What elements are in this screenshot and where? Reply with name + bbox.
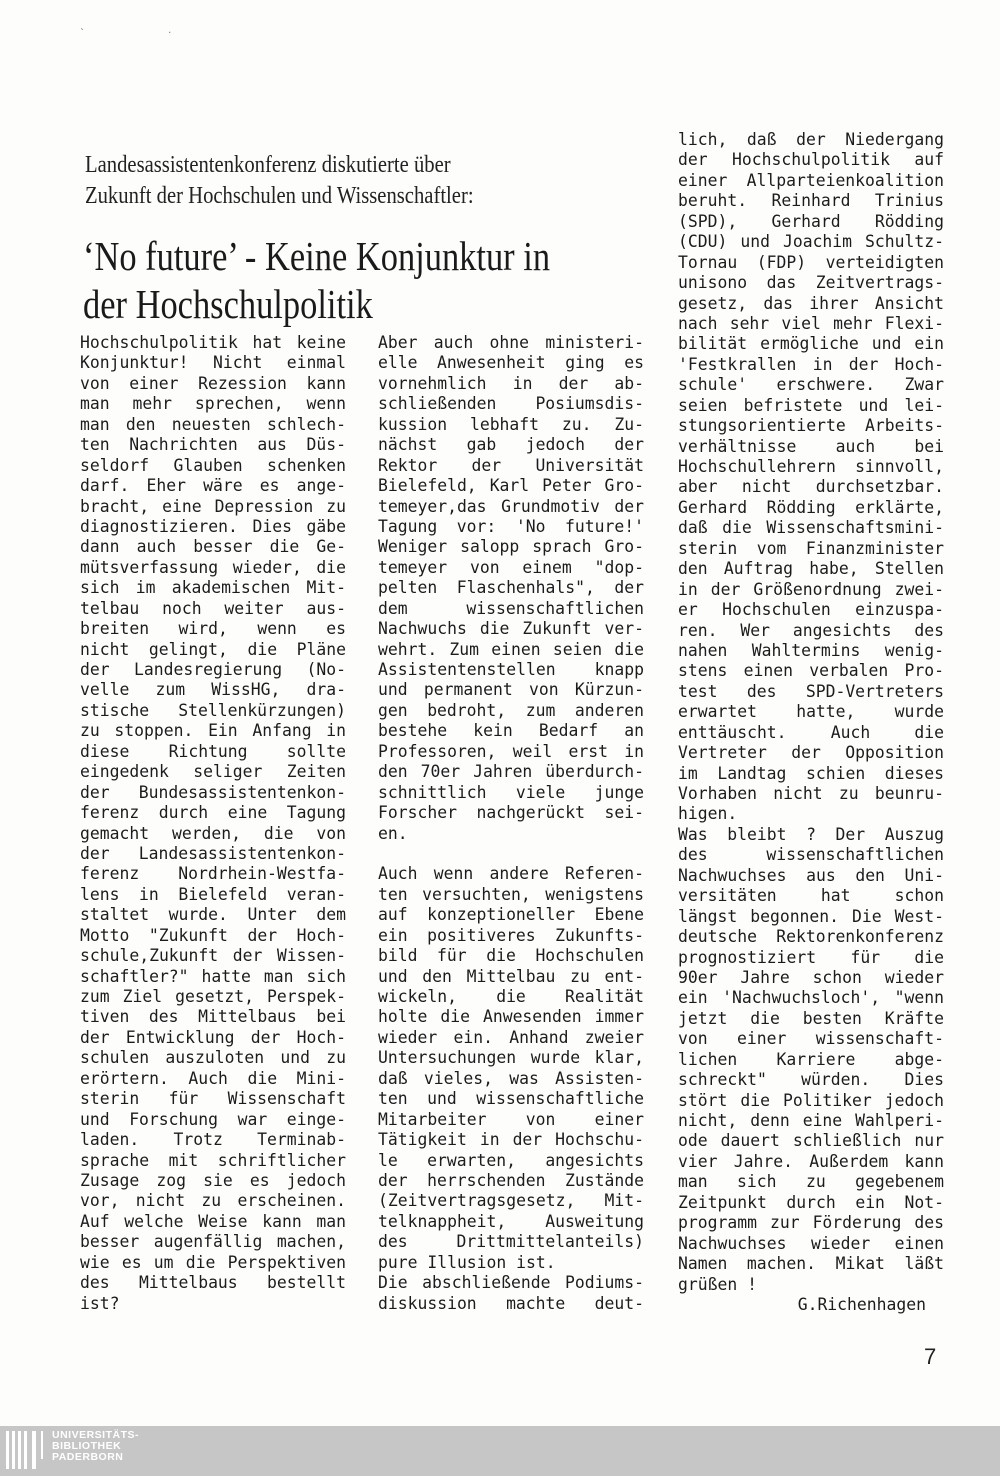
text-line: schreckt" würden. Dies <box>678 1070 944 1090</box>
text-line: und den Mittelbau zu ent- <box>378 966 644 986</box>
text-line: seien befristete und lei- <box>678 395 944 415</box>
text-line: Tagung vor: 'No future!' <box>378 516 644 536</box>
scan-marks: ` · <box>80 28 212 39</box>
text-line: daß vieles, was Assisten- <box>378 1068 644 1088</box>
text-line: programm zur Förderung des <box>678 1213 944 1233</box>
headline-line-1: ‘No future’ - Keine Konjunktur in <box>83 233 551 279</box>
text-line: des Mittelbaus bestellt <box>80 1273 346 1293</box>
text-line: telbau noch weiter aus- <box>80 598 346 618</box>
text-line: darf. Eher wäre es ange- <box>80 476 346 496</box>
text-line: tiven des Mittelbaus bei <box>80 1007 346 1027</box>
text-line: Forscher nachgerückt sei- <box>378 803 644 823</box>
text-line: im Landtag schien dieses <box>678 763 944 783</box>
text-line: Vorhaben nicht zu beunru- <box>678 784 944 803</box>
text-line: man mehr sprechen, wenn <box>80 394 346 414</box>
text-column-3 <box>678 130 944 1315</box>
text-line: von einer Rezession kann <box>80 373 346 393</box>
text-line: der Bundesassistentenkon- <box>80 782 346 802</box>
text-line: auf konzeptioneller Ebene <box>378 905 644 925</box>
text-line: Die abschließende Podiums- <box>378 1273 644 1293</box>
text-line: stische Stellenkürzungen) <box>80 700 346 720</box>
text-line: ist? <box>80 1293 120 1313</box>
text-line: pure Illusion ist. <box>378 1252 556 1272</box>
text-line: der Hochschulpolitik auf <box>678 150 944 170</box>
text-line: 'Festkrallen in der Hoch- <box>678 354 944 374</box>
text-line: den 70er Jahren überdurch- <box>378 762 644 782</box>
text-line: Assistentenstellen knapp <box>378 660 644 679</box>
logo-line-2: BIBLIOTHEK <box>52 1440 122 1452</box>
text-line: Motto "Zukunft der Hoch- <box>80 925 346 945</box>
kicker-line-2: Zukunft der Hochschulen und Wissenschaftler: <box>85 183 474 209</box>
text-line: der Landesassistentenkon- <box>80 843 346 863</box>
text-line: kussion lebhaft zu. Zu- <box>378 414 644 434</box>
text-line: Namen machen. Mikat läßt <box>678 1254 944 1274</box>
library-logo-text <box>52 1430 139 1463</box>
text-line: ein 'Nachwuchsloch', "wenn <box>678 988 944 1008</box>
text-line: stens einen verbalen Pro- <box>678 661 944 681</box>
text-line: schnittlich viele junge <box>378 782 644 802</box>
text-line: Zeitpunkt durch ein Not- <box>678 1192 944 1212</box>
text-line: schließenden Posiumsdis- <box>378 394 644 414</box>
text-line: le erwarten, angesichts <box>378 1150 644 1170</box>
article-headline <box>83 232 553 328</box>
page-number: 7 <box>924 1344 937 1369</box>
text-line: gesetz, das ihrer Ansicht <box>678 293 944 313</box>
text-line: Nachwuchses wieder einen <box>678 1233 944 1253</box>
text-line: 90er Jahre schon wieder <box>678 967 944 987</box>
text-line: Vertreter der Opposition <box>678 743 944 763</box>
text-line: temeyer von einem "dop- <box>378 557 644 577</box>
text-line: längst begonnen. Die West- <box>678 906 944 926</box>
text-line: higen. <box>678 804 738 824</box>
text-line: Professoren, weil erst in <box>378 741 644 761</box>
text-line: nahen Wahltermins wenig- <box>678 640 944 660</box>
text-line: man den neuesten schlech- <box>80 414 346 434</box>
text-line: staltet wurde. Unter dem <box>80 905 346 925</box>
text-line: bracht, eine Depression zu <box>80 496 346 516</box>
text-line: aber nicht durchsetzbar. <box>678 477 944 497</box>
text-line: gemacht werden, die von <box>80 823 346 843</box>
text-line: vor, nicht zu erscheinen. <box>80 1191 346 1211</box>
text-line: test des SPD-Vertreters <box>678 681 944 701</box>
text-line: seldorf Glauben schenken <box>80 455 346 475</box>
text-line: stört die Politiker jedoch <box>678 1090 944 1110</box>
text-line: Mitarbeiter von einer <box>378 1109 644 1129</box>
text-line: daß die Wissenschaftsmini- <box>678 518 944 538</box>
text-line: Nachwuchses aus den Uni- <box>678 865 944 885</box>
text-line: der Entwicklung der Hoch- <box>80 1027 346 1047</box>
library-logo-icon <box>4 1431 44 1469</box>
text-line: nicht gelingt, die Pläne <box>80 639 346 659</box>
text-line: sprache mit schriftlicher <box>80 1150 346 1170</box>
text-line: der Landesregierung (No- <box>80 660 346 679</box>
headline-line-2: der Hochschulpolitik <box>83 281 373 327</box>
text-line: wie es um die Perspektiven <box>80 1252 346 1272</box>
text-line: von einer wissenschaft- <box>678 1029 944 1049</box>
text-line: den Auftrag habe, Stellen <box>678 559 944 579</box>
text-line: vornehmlich in der ab- <box>378 373 644 393</box>
text-line: Auf welche Weise kann man <box>80 1211 346 1231</box>
text-line: dem wissenschaftlichen <box>378 598 644 618</box>
text-line: Untersuchungen wurde klar, <box>378 1048 644 1068</box>
text-line: Was bleibt ? Der Auszug <box>678 824 944 844</box>
text-line: enttäuscht. Auch die <box>678 722 944 742</box>
text-line: Tornau (FDP) verteidigten <box>678 252 944 272</box>
text-line: sterin vom Finanzminister <box>678 538 944 558</box>
text-line: wickeln, die Realität <box>378 987 644 1006</box>
text-line <box>378 844 644 864</box>
text-line: besser augenfällig machen, <box>80 1232 346 1252</box>
text-line: (SPD), Gerhard Rödding <box>678 211 944 231</box>
library-footer-bar <box>0 1426 1000 1476</box>
text-line: schulen auszuloten und zu <box>80 1048 346 1068</box>
text-line: Auch wenn andere Referen- <box>378 864 644 884</box>
text-line: bestehe kein Bedarf an <box>378 721 644 741</box>
text-line: dann auch besser die Ge- <box>80 537 346 557</box>
text-line: grüßen ! <box>678 1274 757 1294</box>
text-line: beruht. Reinhard Trinius <box>678 191 944 211</box>
text-line: velle zum WissHG, dra- <box>80 680 346 700</box>
text-line: einer Allparteienkoalition <box>678 170 944 190</box>
text-line: elle Anwesenheit ging es <box>378 353 644 373</box>
text-line: er Hochschulen einzuspa- <box>678 600 944 620</box>
text-line: lichen Karriere abge- <box>678 1049 944 1069</box>
text-line: zum Ziel gesetzt, Perspek- <box>80 987 346 1006</box>
text-line: Bielefeld, Karl Peter Gro- <box>378 476 644 496</box>
text-line: nach sehr viel mehr Flexi- <box>678 313 944 333</box>
text-line: versitäten hat schon <box>678 886 944 906</box>
text-line: wieder ein. Anhand zweier <box>378 1027 644 1047</box>
kicker <box>85 150 567 212</box>
text-line: schule' erschwere. Zwar <box>678 375 944 395</box>
text-line: nächst gab jedoch der <box>378 435 644 455</box>
text-line: in der Größenordnung zwei- <box>678 579 944 599</box>
text-line: ein positiveres Zukunfts- <box>378 925 644 945</box>
text-line: holte die Anwesenden immer <box>378 1007 644 1027</box>
text-line: des wissenschaftlichen <box>678 845 944 865</box>
text-line: Gerhard Rödding erklärte, <box>678 497 944 517</box>
text-line: Konjunktur! Nicht einmal <box>80 353 346 373</box>
text-line: zu stoppen. Ein Anfang in <box>80 721 346 741</box>
text-line: sterin für Wissenschaft <box>80 1089 346 1109</box>
text-line: Nachwuchs die Zukunft ver- <box>378 619 644 639</box>
text-line: schule,Zukunft der Wissen- <box>80 946 346 966</box>
author-signature: G.Richenhagen <box>797 1294 926 1314</box>
text-line: diagnostizieren. Dies gäbe <box>80 516 346 536</box>
kicker-line-1: Landesassistentenkonferenz diskutierte über <box>85 152 451 178</box>
text-line: jetzt die besten Kräfte <box>678 1008 944 1028</box>
text-line: en. <box>378 823 408 843</box>
text-line: temeyer,das Grundmotiv der <box>378 496 644 516</box>
text-line: Tätigkeit in der Hochschu- <box>378 1130 644 1150</box>
text-line: pelten Flaschenhals", der <box>378 578 644 598</box>
text-line: laden. Trotz Terminab- <box>80 1130 346 1150</box>
text-line: (Zeitvertragsgesetz, Mit- <box>378 1191 644 1211</box>
text-line: erörtern. Auch die Mini- <box>80 1068 346 1088</box>
text-line: man sich zu gegebenem <box>678 1172 944 1192</box>
text-line: prognostiziert für die <box>678 947 944 967</box>
text-line: ferenz durch eine Tagung <box>80 803 346 823</box>
logo-line-1: UNIVERSITÄTS- <box>52 1429 140 1441</box>
text-line: telknappheit, Ausweitung <box>378 1211 644 1231</box>
text-line: lich, daß der Niedergang <box>678 130 944 149</box>
text-line: mütsverfassung wieder, die <box>80 557 346 577</box>
text-line: diese Richtung sollte <box>80 741 346 761</box>
text-line: deutsche Rektorenkonferenz <box>678 927 944 947</box>
text-line: lens in Bielefeld veran- <box>80 884 346 904</box>
text-line: ferenz Nordrhein-Westfa- <box>80 864 346 884</box>
text-line: und permanent von Kürzun- <box>378 680 644 700</box>
text-line: stungsorientierte Arbeits- <box>678 416 944 436</box>
text-line: ode dauert schließlich nur <box>678 1131 944 1151</box>
text-line: breiten wird, wenn es <box>80 619 346 639</box>
text-line: eingedenk seliger Zeiten <box>80 762 346 782</box>
text-line: ten Nachrichten aus Düs- <box>80 435 346 455</box>
text-line: Hochschullehrern sinnvoll, <box>678 457 944 476</box>
text-line: ten versuchten, wenigstens <box>378 884 644 904</box>
text-line: sich im akademischen Mit- <box>80 578 346 598</box>
text-line: und Forschung war einge- <box>80 1109 346 1129</box>
text-line: schaftler?" hatte man sich <box>80 966 346 986</box>
text-line: der herrschenden Zustände <box>378 1170 644 1190</box>
text-line: diskussion machte deut- <box>378 1293 644 1313</box>
text-line: gen bedroht, zum anderen <box>378 700 644 720</box>
text-line: Rektor der Universität <box>378 455 644 475</box>
text-line: Zusage zog sie es jedoch <box>80 1170 346 1190</box>
text-line: ten und wissenschaftliche <box>378 1089 644 1109</box>
text-line: Weniger salopp sprach Gro- <box>378 537 644 557</box>
text-line: Hochschulpolitik hat keine <box>80 333 346 352</box>
text-line: verhältnisse auch bei <box>678 436 944 456</box>
text-line: bilität ermögliche und ein <box>678 334 944 354</box>
text-line: nicht, denn eine Wahlperi- <box>678 1111 944 1130</box>
text-column-1 <box>80 333 346 1314</box>
text-line: erwartet hatte, wurde <box>678 702 944 722</box>
text-line: Aber auch ohne ministeri- <box>378 333 644 352</box>
text-line: (CDU) und Joachim Schultz- <box>678 232 944 252</box>
text-line: vier Jahre. Außerdem kann <box>678 1151 944 1171</box>
text-line: bild für die Hochschulen <box>378 946 644 966</box>
text-line: unisono das Zeitvertrags- <box>678 273 944 293</box>
text-column-2 <box>378 333 644 1314</box>
logo-line-3: PADERBORN <box>52 1451 124 1463</box>
text-line: ren. Wer angesichts des <box>678 620 944 640</box>
text-line: wehrt. Zum einen seien die <box>378 639 644 659</box>
text-line: des Drittmittelanteils) <box>378 1232 644 1252</box>
